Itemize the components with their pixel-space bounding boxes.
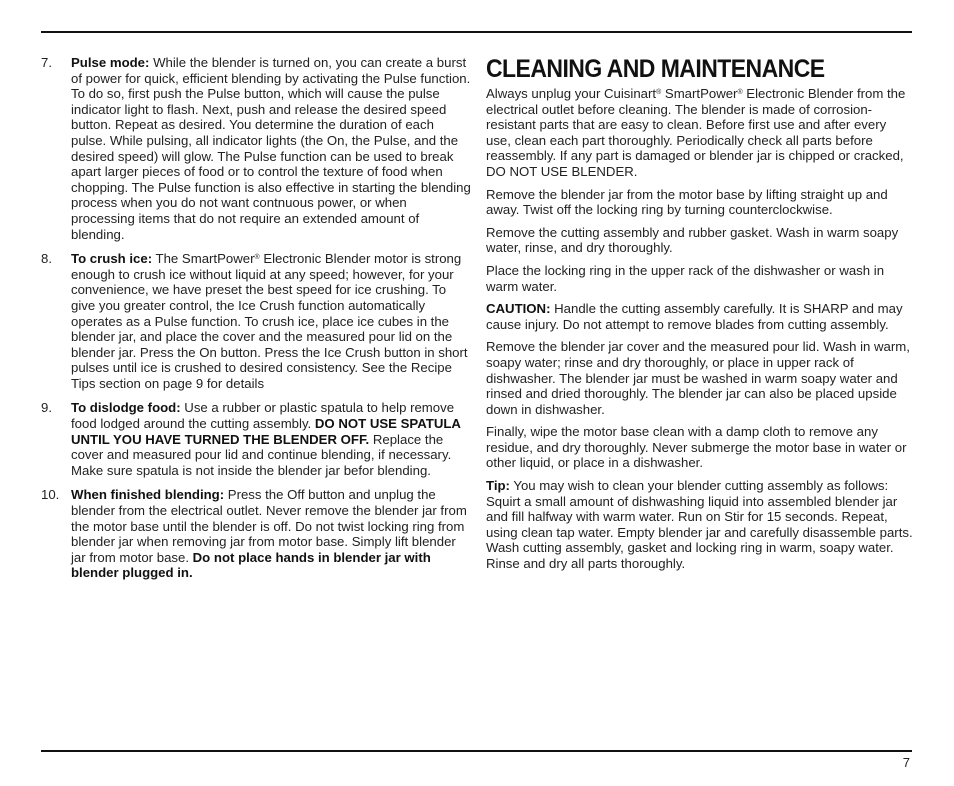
paragraph-text: Electronic Blender from the electrical outlet before cleaning. The blender is made of corrosion-resistant parts that are easy to clean. Before first use and after every use, clean each part thoroughly. Periodically check all parts before reassembly. If any part is damaged or blender jar is chipped or cracked, DO NOT USE BLENDER.: [486, 86, 906, 179]
paragraph-caution: [486, 301, 914, 332]
item-warning: Do not place hands in blender jar with blender plugged in.: [71, 549, 431, 581]
item-number: 10.: [41, 487, 60, 503]
list-item-dislodge-food: [41, 400, 471, 478]
item-number: 7.: [41, 55, 52, 70]
item-warning: DO NOT USE SPATULA UNTIL YOU HAVE TURNED THE BLENDER OFF.: [71, 416, 461, 447]
registered-mark: ®: [656, 89, 662, 96]
section-title: CLEANING AND MAINTENANCE: [486, 55, 825, 83]
item-text: Electronic Blender motor is strong enough to crush ice without liquid at any speed; however, for your convenience, we have preset the best speed for ice crushing. To give you greater control, the Ice Crush function automatically operates as a Pulse function. To crush ice, place ice cubes in the blender jar, and place the cover and the measured pour lid on the blender jar. Press the On button. Press the Ice Crush button in short pulses until ice is crushed to desired consistency. See the Recipe Tips section on page 9 for details: [71, 251, 468, 391]
item-label: To crush ice:: [71, 251, 153, 267]
item-text: While the blender is turned on, you can create a burst of power for quick, efficient blending by activating the Pulse function. To do so, first push the Pulse button, which will cause the pulse indicator light to flash. Next, push and release the desired speed button. Repeat as desired. You determine the duration of each pulse. While pulsing, all indicator lights (the On, the Pulse, and the desired speed) will glow. The Pulse function can be used to break apart larger pieces of food or to control the texture of food when chopping. The Pulse function is also effective in starting the blending process when you do not want contnuous power, or when processing items that do not require an extended amount of blending.: [71, 55, 471, 242]
registered-mark: ®: [254, 254, 260, 262]
paragraph-tip: [486, 478, 914, 572]
item-label: When finished blending:: [71, 487, 225, 503]
caution-label: CAUTION:: [486, 301, 551, 317]
paragraph-text: Always unplug your Cuisinart: [486, 86, 657, 101]
paragraph-cutting-assembly: Remove the cutting assembly and rubber gasket. Wash in warm soapy water, rinse, and dry thoroughly.: [486, 224, 899, 256]
bottom-rule: [41, 750, 912, 752]
item-number: 8.: [41, 251, 52, 267]
paragraph-jar-cover: Remove the blender jar cover and the measured pour lid. Wash in warm, soapy water; rinse and dry thoroughly, or place in upper rack of dishwasher. The blender jar must be washed in warm soapy water and rinsed and dried thoroughly. The blender jar can also be placed upside down in dishwasher.: [486, 339, 910, 417]
top-rule: [41, 31, 912, 33]
paragraph-remove-jar: Remove the blender jar from the motor base by lifting straight up and away. Twist off the locking ring by turning counterclockwise.: [486, 186, 888, 218]
left-column: [41, 55, 471, 590]
item-number: 9.: [41, 400, 52, 416]
tip-label: Tip:: [486, 478, 510, 494]
item-text: Replace the cover and measured pour lid and continue blending, if necessary. Make sure spatula is not inside the blender jar befor blending.: [71, 431, 452, 478]
item-text: Use a rubber or plastic spatula to help remove food lodged around the cutting assembly.: [71, 400, 455, 432]
item-label: To dislodge food:: [71, 400, 181, 416]
right-column: [486, 55, 914, 579]
list-item-pulse-mode: [41, 55, 471, 242]
paragraph-motor-base: Finally, wipe the motor base clean with a damp cloth to remove any residue, and dry thoroughly. Never submerge the motor base in water or other liquid, or place in a dishwasher.: [486, 424, 907, 471]
paragraph-locking-ring: Place the locking ring in the upper rack of the dishwasher or wash in warm water.: [486, 262, 885, 294]
tip-text: You may wish to clean your blender cutting assembly as follows: Squirt a small amount of dishwashing liquid into assembled blender jar and fill halfway with warm water. Run on Stir for 15 seconds. Repeat, using clean tap water. Empty blender jar and carefully disassemble parts. Wash cutting assembly, gasket and locking ring in warm, soapy water. Rinse and dry all parts thoroughly.: [486, 478, 913, 572]
list-item-crush-ice: [41, 251, 471, 391]
registered-mark: ®: [737, 89, 743, 96]
list-item-finished-blending: [41, 487, 471, 581]
paragraph-text: SmartPower: [661, 86, 738, 101]
paragraph-intro: [486, 86, 914, 180]
item-text: The SmartPower: [152, 251, 255, 267]
caution-text: Handle the cutting assembly carefully. It is SHARP and may cause injury. Do not attempt to remove blades from cutting assembly.: [486, 301, 903, 332]
page-number: 7: [902, 755, 910, 770]
item-label: Pulse mode:: [71, 55, 150, 70]
item-text: Press the Off button and unplug the blender from the electrical outlet. Never remove the blender jar from the motor base until the blender is off. Do not twist locking ring from blender jar when removing jar from motor base. Simply lift blender jar from motor base.: [71, 487, 467, 565]
